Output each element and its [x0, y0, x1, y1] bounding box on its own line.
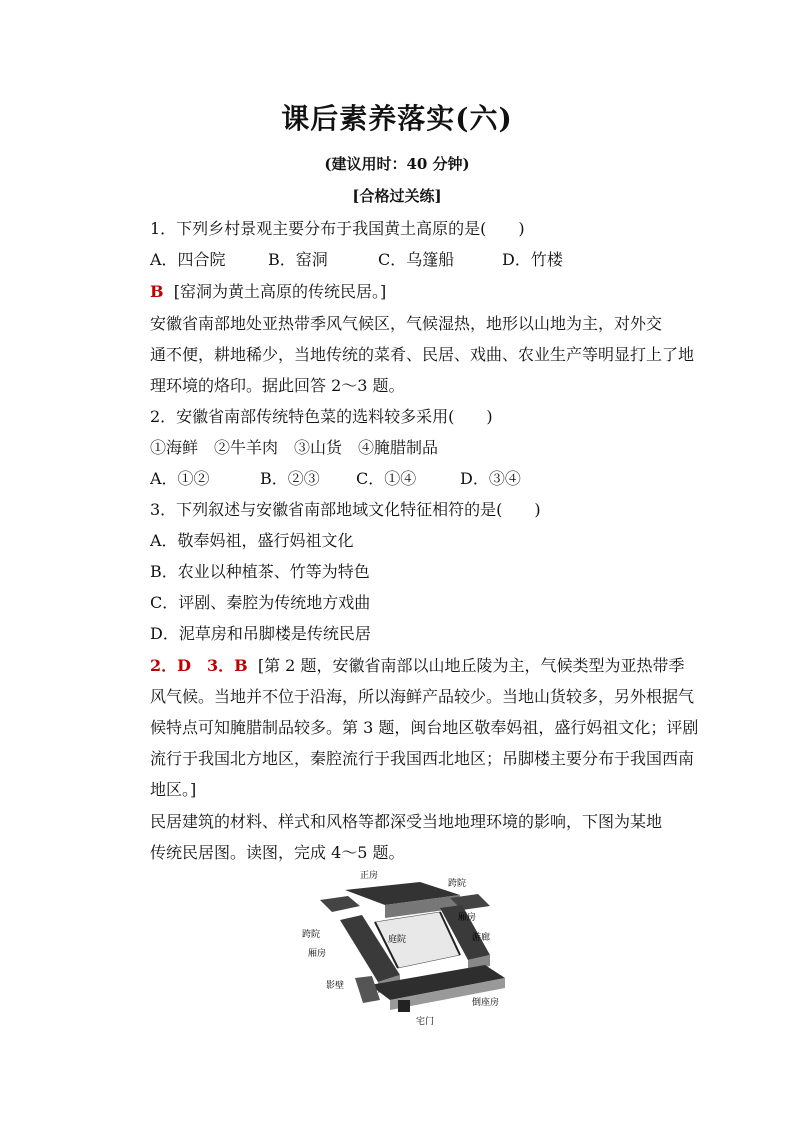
courtyard-house-figure: [300, 860, 510, 1028]
q3-option-b: B．农业以种植茶、竹等为特色: [150, 562, 370, 581]
question-2-items: ①海鲜 ②牛羊肉 ③山货 ④腌腊制品: [150, 438, 439, 457]
question-1-options: [150, 247, 563, 270]
figure-label: 庭院: [388, 934, 407, 944]
q3-option-a: A．敬奉妈祖，盛行妈祖文化: [150, 531, 354, 550]
question-2-options: [150, 466, 521, 489]
q2-option-d: D．③④: [460, 469, 521, 488]
page-title: 课后素养落实(六): [281, 102, 513, 135]
q1-option-a: A．四合院: [150, 250, 226, 269]
question-1-stem: 1．下列乡村景观主要分布于我国黄土高原的是( ): [150, 219, 525, 238]
q2-option-a: A．①②: [150, 469, 210, 488]
question-3-stem: 3．下列叙述与安徽省南部地域文化特征相符的是( ): [150, 500, 541, 519]
answers-2-3-letters: 2．D 3．B: [150, 656, 248, 675]
time-note: (建议用时：40 分钟): [324, 155, 470, 173]
figure-label: 正房: [360, 870, 379, 880]
figure-label: 跨院: [448, 878, 467, 888]
q3-option-d: D．泥草房和吊脚楼是传统民居: [150, 624, 371, 643]
q2-option-b: B．②③: [260, 469, 320, 488]
q2-option-c: C．①④: [356, 469, 417, 488]
answers-2-3-explanation: [第 2 题，安徽省南部以山地丘陵为主，气候类型为亚热带季: [257, 656, 685, 675]
material-1-line: 安徽省南部地处亚热带季风气候区，气候湿热，地形以山地为主，对外交: [150, 314, 663, 333]
q3-option-c: C．评剧、秦腔为传统地方戏曲: [150, 593, 371, 612]
answers-2-3-line: 地区。]: [150, 780, 197, 799]
section-heading: [合格过关练]: [352, 187, 442, 205]
answers-2-3-line: 流行于我国北方地区，秦腔流行于我国西北地区；吊脚楼主要分布于我国西南: [150, 749, 695, 768]
figure-label: 厢房: [308, 948, 327, 958]
figure-label: 倒座房: [472, 997, 500, 1007]
q1-option-d: D．竹楼: [502, 250, 563, 269]
material-2-line: 传统民居图。读图，完成 4～5 题。: [150, 843, 405, 862]
material-1-line: 理环境的烙印。据此回答 2～3 题。: [150, 376, 405, 395]
answers-2-3-line: 风气候。当地并不位于沿海，所以海鲜产品较少。当地山货较多，另外根据气: [150, 687, 695, 706]
figure-label: 宅门: [416, 1016, 435, 1026]
question-2-stem: 2．安徽省南部传统特色菜的选料较多采用( ): [150, 407, 493, 426]
figure-label: 跨院: [302, 929, 321, 939]
q1-option-c: C．乌篷船: [378, 250, 455, 269]
figure-label: 游廊: [472, 932, 491, 942]
q1-answer-letter: B: [150, 282, 164, 301]
q1-option-b: B．窑洞: [268, 250, 328, 269]
answers-2-3: [150, 653, 684, 676]
figure-label: 影壁: [326, 980, 345, 990]
q1-explanation: [窑洞为黄土高原的传统民居。]: [173, 282, 387, 301]
courtyard-house-illustration: [300, 860, 510, 1028]
material-2-line: 民居建筑的材料、样式和风格等都深受当地地理环境的影响，下图为某地: [150, 812, 663, 831]
question-1-answer: [150, 279, 386, 302]
material-1-line: 通不便，耕地稀少，当地传统的菜肴、民居、戏曲、农业生产等明显打上了地: [150, 345, 695, 364]
figure-label: 厢房: [458, 912, 477, 922]
answers-2-3-line: 候特点可知腌腊制品较多。第 3 题，闽台地区敬奉妈祖，盛行妈祖文化；评剧: [150, 718, 699, 737]
